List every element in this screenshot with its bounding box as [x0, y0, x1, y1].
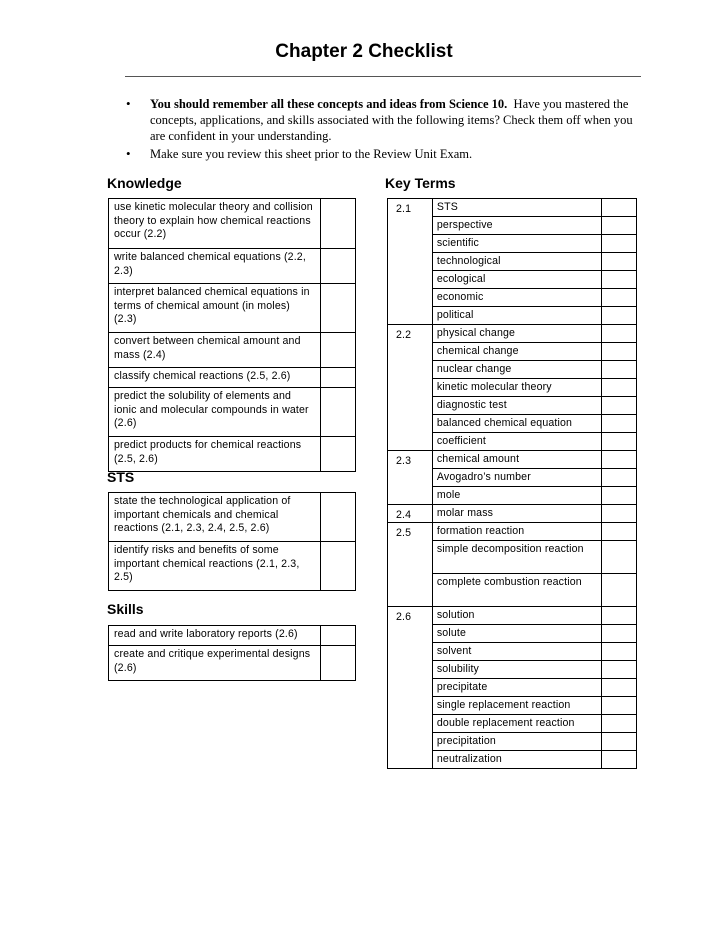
checkbox[interactable] — [602, 661, 637, 679]
key-term-row — [388, 505, 637, 523]
checkbox[interactable] — [602, 625, 637, 643]
key-term-row — [388, 643, 637, 661]
key-term-row — [388, 679, 637, 697]
key-term-row — [388, 574, 637, 607]
checklist-row — [109, 284, 356, 333]
section-cell — [388, 574, 433, 607]
section-cell — [388, 415, 433, 433]
sts-heading: STS — [107, 469, 135, 485]
key-terms-heading: Key Terms — [385, 175, 456, 191]
section-cell — [388, 433, 433, 451]
key-term-row — [388, 325, 637, 343]
checkbox[interactable] — [602, 343, 637, 361]
skills-checklist — [108, 625, 356, 681]
key-term: solution — [432, 607, 601, 625]
key-term-row — [388, 433, 637, 451]
checkbox[interactable] — [602, 199, 637, 217]
checkbox[interactable] — [321, 437, 356, 472]
section-cell — [388, 343, 433, 361]
knowledge-heading: Knowledge — [107, 175, 182, 191]
section-cell — [388, 289, 433, 307]
section-number: 2.6 — [388, 607, 433, 625]
key-term: STS — [432, 199, 601, 217]
checkbox[interactable] — [321, 493, 356, 542]
section-number: 2.5 — [388, 523, 433, 541]
key-term-row — [388, 379, 637, 397]
section-number: 2.4 — [388, 505, 433, 523]
key-term-row — [388, 625, 637, 643]
skills-heading: Skills — [107, 601, 144, 617]
key-term-row — [388, 415, 637, 433]
key-term: formation reaction — [432, 523, 601, 541]
key-term: precipitation — [432, 733, 601, 751]
key-term: economic — [432, 289, 601, 307]
key-term-row — [388, 715, 637, 733]
checklist-item-text: predict products for chemical reactions (2.5, 2.6) — [109, 437, 321, 472]
intro-bullet-2-text: Make sure you review this sheet prior to the Review Unit Exam. — [150, 147, 473, 161]
checkbox[interactable] — [602, 541, 637, 574]
key-term-row — [388, 361, 637, 379]
checkbox[interactable] — [602, 361, 637, 379]
checkbox[interactable] — [602, 433, 637, 451]
section-cell — [388, 697, 433, 715]
checkbox[interactable] — [602, 415, 637, 433]
section-cell — [388, 379, 433, 397]
checkbox[interactable] — [602, 505, 637, 523]
checkbox[interactable] — [321, 388, 356, 437]
key-term: nuclear change — [432, 361, 601, 379]
checkbox[interactable] — [602, 451, 637, 469]
key-term: precipitate — [432, 679, 601, 697]
checkbox[interactable] — [321, 542, 356, 591]
checklist-item-text: identify risks and benefits of some important chemical reactions (2.1, 2.3, 2.5) — [109, 542, 321, 591]
checkbox[interactable] — [602, 643, 637, 661]
checklist-row — [109, 333, 356, 368]
key-term: mole — [432, 487, 601, 505]
key-term: balanced chemical equation — [432, 415, 601, 433]
section-cell — [388, 733, 433, 751]
key-term-row — [388, 541, 637, 574]
section-cell — [388, 469, 433, 487]
section-number: 2.2 — [388, 325, 433, 343]
checkbox[interactable] — [602, 397, 637, 415]
checkbox[interactable] — [602, 217, 637, 235]
checkbox[interactable] — [321, 626, 356, 646]
page-title: Chapter 2 Checklist — [275, 41, 453, 62]
section-cell — [388, 643, 433, 661]
key-term: chemical amount — [432, 451, 601, 469]
key-term: physical change — [432, 325, 601, 343]
section-cell — [388, 625, 433, 643]
checklist-row — [109, 388, 356, 437]
key-term-row — [388, 253, 637, 271]
checkbox[interactable] — [602, 751, 637, 769]
checklist-row — [109, 368, 356, 388]
checklist-row — [109, 199, 356, 249]
section-number: 2.1 — [388, 199, 433, 217]
checkbox[interactable] — [602, 235, 637, 253]
sts-checklist — [108, 492, 356, 591]
intro-bullet-1-bold: You should remember all these concepts and ideas from Science 10. — [150, 97, 508, 111]
checkbox[interactable] — [321, 368, 356, 388]
key-term-row — [388, 343, 637, 361]
key-term: technological — [432, 253, 601, 271]
checkbox[interactable] — [602, 574, 637, 607]
checklist-item-text: interpret balanced chemical equations in terms of chemical amount (in moles) (2.3) — [109, 284, 321, 333]
intro-bullets — [112, 96, 642, 164]
checklist-item-text: state the technological application of important chemicals and chemical reactions (2.1, 2.3, 2.4, 2.5, 2.6) — [109, 493, 321, 542]
checkbox[interactable] — [321, 284, 356, 333]
key-term: single replacement reaction — [432, 697, 601, 715]
key-term: double replacement reaction — [432, 715, 601, 733]
bullet-icon: • — [126, 146, 131, 161]
key-term-row — [388, 307, 637, 325]
section-cell — [388, 235, 433, 253]
checklist-row — [109, 542, 356, 591]
checklist-item-text: use kinetic molecular theory and collision theory to explain how chemical reactions occur (2.2) — [109, 199, 321, 249]
checklist-item-text: predict the solubility of elements and ionic and molecular compounds in water (2.6) — [109, 388, 321, 437]
key-term: kinetic molecular theory — [432, 379, 601, 397]
key-term-row — [388, 469, 637, 487]
key-term: solvent — [432, 643, 601, 661]
checklist-item-text: convert between chemical amount and mass (2.4) — [109, 333, 321, 368]
checkbox[interactable] — [602, 733, 637, 751]
key-term: solubility — [432, 661, 601, 679]
checkbox[interactable] — [602, 487, 637, 505]
checkbox[interactable] — [602, 379, 637, 397]
checkbox[interactable] — [321, 249, 356, 284]
key-term: simple decomposition reaction — [432, 541, 601, 574]
knowledge-checklist — [108, 198, 356, 472]
section-cell — [388, 541, 433, 574]
checkbox[interactable] — [602, 697, 637, 715]
section-cell — [388, 307, 433, 325]
key-term: scientific — [432, 235, 601, 253]
section-cell — [388, 715, 433, 733]
key-term-row — [388, 487, 637, 505]
key-term: ecological — [432, 271, 601, 289]
checkbox[interactable] — [602, 307, 637, 325]
section-cell — [388, 487, 433, 505]
section-cell — [388, 397, 433, 415]
checkbox[interactable] — [602, 253, 637, 271]
key-term-row — [388, 451, 637, 469]
checklist-item-text: read and write laboratory reports (2.6) — [109, 626, 321, 646]
section-number: 2.3 — [388, 451, 433, 469]
intro-bullet-1 — [112, 96, 642, 144]
checkbox[interactable] — [602, 469, 637, 487]
key-term: solute — [432, 625, 601, 643]
checklist-row — [109, 646, 356, 681]
checkbox[interactable] — [602, 679, 637, 697]
key-term: Avogadro’s number — [432, 469, 601, 487]
key-term-row — [388, 397, 637, 415]
section-cell — [388, 751, 433, 769]
key-term: complete combustion reaction — [432, 574, 601, 607]
checklist-row — [109, 249, 356, 284]
key-term: political — [432, 307, 601, 325]
key-term: molar mass — [432, 505, 601, 523]
section-cell — [388, 253, 433, 271]
key-term-row — [388, 289, 637, 307]
key-term-row — [388, 607, 637, 625]
checklist-row — [109, 626, 356, 646]
section-cell — [388, 271, 433, 289]
checkbox[interactable] — [321, 199, 356, 249]
checklist-item-text: create and critique experimental designs (2.6) — [109, 646, 321, 681]
key-term: coefficient — [432, 433, 601, 451]
section-cell — [388, 661, 433, 679]
key-terms-table — [387, 198, 637, 769]
checkbox[interactable] — [321, 333, 356, 368]
intro-bullet-2 — [112, 146, 642, 162]
key-term-row — [388, 733, 637, 751]
key-term: chemical change — [432, 343, 601, 361]
checkbox[interactable] — [602, 523, 637, 541]
section-cell — [388, 361, 433, 379]
section-cell — [388, 679, 433, 697]
bullet-icon: • — [126, 96, 131, 111]
key-term-row — [388, 235, 637, 253]
checklist-row — [109, 493, 356, 542]
checkbox[interactable] — [602, 325, 637, 343]
key-term: perspective — [432, 217, 601, 235]
checkbox[interactable] — [321, 646, 356, 681]
key-term: neutralization — [432, 751, 601, 769]
key-term-row — [388, 661, 637, 679]
checklist-item-text: classify chemical reactions (2.5, 2.6) — [109, 368, 321, 388]
key-term-row — [388, 751, 637, 769]
key-term-row — [388, 217, 637, 235]
checklist-item-text: write balanced chemical equations (2.2, 2.3) — [109, 249, 321, 284]
key-term-row — [388, 523, 637, 541]
checkbox[interactable] — [602, 607, 637, 625]
checkbox[interactable] — [602, 715, 637, 733]
key-term-row — [388, 199, 637, 217]
checklist-row — [109, 437, 356, 472]
key-term: diagnostic test — [432, 397, 601, 415]
key-term-row — [388, 697, 637, 715]
section-cell — [388, 217, 433, 235]
checkbox[interactable] — [602, 271, 637, 289]
key-term-row — [388, 271, 637, 289]
checkbox[interactable] — [602, 289, 637, 307]
title-divider — [125, 76, 641, 77]
intro-bullet-1-text: Have you mastered the concepts, applications, and skills associated with the following items? Check them off when you are confident in your understanding. — [150, 97, 633, 143]
